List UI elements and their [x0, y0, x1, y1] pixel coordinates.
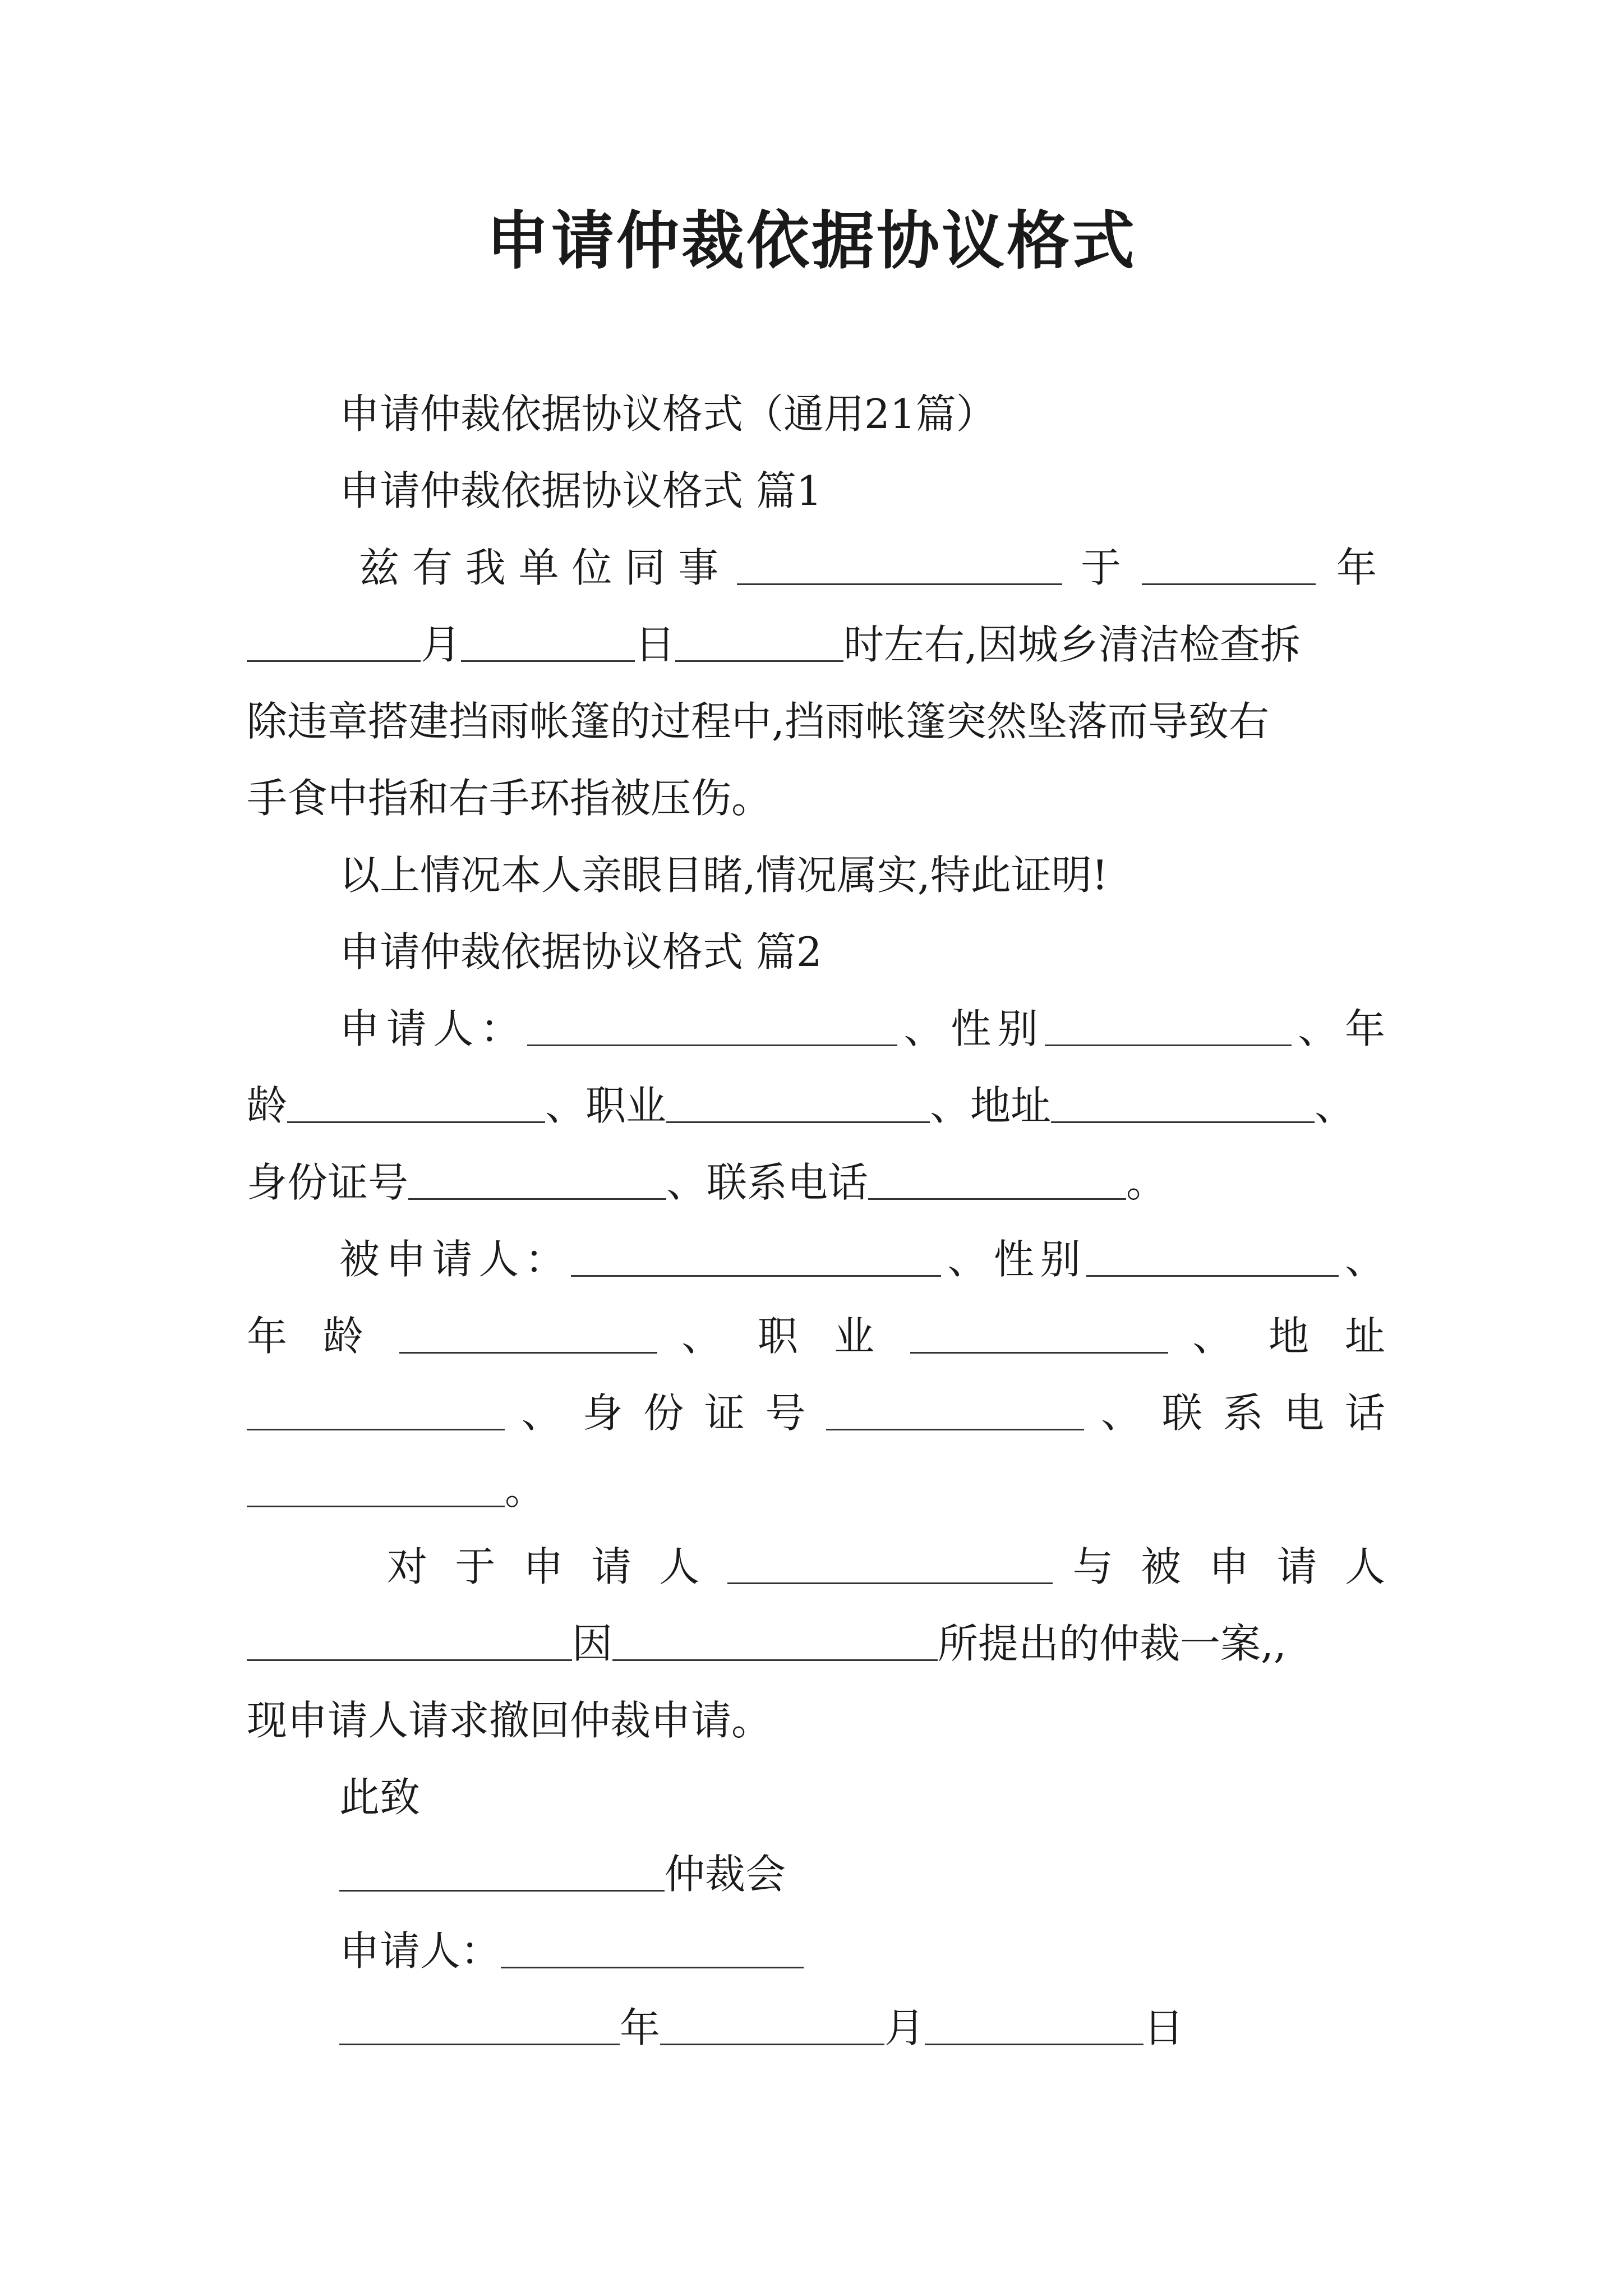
year-label: 年: [620, 2004, 661, 2051]
salutation: 此致: [339, 1774, 421, 1821]
respondent-line-4: [247, 1452, 1385, 1529]
case-text: 因: [572, 1620, 613, 1667]
section1-text: 于: [1081, 544, 1122, 591]
blank-applicant-name[interactable]: [527, 1004, 897, 1046]
address-label: 、 地 址: [1192, 1313, 1385, 1360]
section1-heading: 申请仲裁依据协议格式 篇1: [339, 467, 822, 514]
section1-line-4: 手食中指和右手环指被压伤。: [247, 775, 772, 822]
applicant-line-2: [247, 1068, 1408, 1144]
signature-line: [339, 1913, 1385, 1990]
section1-text: 时左右,因城乡清洁检查拆: [843, 621, 1301, 668]
respondent-line-3: [247, 1375, 1385, 1452]
blank-respondent-gender[interactable]: [1086, 1235, 1339, 1277]
applicant-line-3: [247, 1144, 1385, 1221]
blank-respondent-phone[interactable]: [247, 1465, 505, 1507]
section2-heading: 申请仲裁依据协议格式 篇2: [339, 928, 822, 976]
blank-year[interactable]: [1142, 543, 1316, 585]
blank-respondent-age[interactable]: [399, 1312, 657, 1354]
blank-case-reason[interactable]: [612, 1619, 938, 1661]
case-line-2: [247, 1605, 1385, 1682]
address-label: 、地址: [930, 1082, 1052, 1129]
blank-colleague-name[interactable]: [737, 543, 1062, 585]
phone-label: 、联系电话: [666, 1159, 869, 1206]
case-text: 与 被 申 请 人: [1072, 1543, 1385, 1590]
age-label: 年 龄: [247, 1313, 375, 1360]
document-title: 申请仲裁依据协议格式: [486, 204, 1137, 278]
phone-label: 、 联 系 电 话: [1101, 1389, 1385, 1437]
blank-applicant-id[interactable]: [408, 1158, 666, 1200]
blank-respondent-id[interactable]: [826, 1388, 1084, 1430]
section1-line-2: [247, 606, 1385, 683]
sign-label: 申请人：: [339, 1927, 501, 1975]
blank-respondent-address[interactable]: [247, 1388, 505, 1430]
blank-respondent-job[interactable]: [910, 1312, 1168, 1354]
punctuation: 。: [1126, 1159, 1167, 1206]
blank-day[interactable]: [461, 620, 635, 662]
blank-applicant-gender[interactable]: [1045, 1004, 1292, 1046]
punctuation: 。: [505, 1466, 546, 1513]
section1-line-3: 除违章搭建挡雨帐篷的过程中,挡雨帐篷突然坠落而导致右: [247, 698, 1269, 745]
applicant-label: 申请人：: [339, 1005, 527, 1052]
blank-sign-day[interactable]: [925, 2003, 1144, 2045]
blank-signature[interactable]: [501, 1926, 804, 1968]
section1-text: 月: [421, 621, 462, 668]
month-label: 月: [884, 2004, 925, 2051]
date-line: [339, 1990, 1385, 2067]
respondent-label: 被申请人：: [339, 1236, 571, 1283]
blank-sign-year[interactable]: [339, 2003, 620, 2045]
case-text: 对 于 申 请 人: [387, 1543, 707, 1590]
punctuation: 、: [1315, 1082, 1355, 1129]
blank-committee-name[interactable]: [339, 1849, 665, 1892]
section1-text: 年: [1336, 544, 1377, 591]
case-line-1: [387, 1529, 1385, 1605]
age-label: 、年: [1291, 1005, 1385, 1052]
respondent-line-1: [339, 1221, 1385, 1298]
case-text: 所提出的仲裁一案,,: [938, 1620, 1287, 1667]
blank-applicant-address[interactable]: [1051, 1081, 1315, 1123]
job-label: 、 职 业: [681, 1313, 886, 1360]
blank-case-respondent[interactable]: [247, 1619, 572, 1661]
applicant-line-1: [339, 991, 1385, 1068]
blank-month[interactable]: [247, 620, 421, 662]
committee-label: 仲裁会: [665, 1851, 786, 1898]
case-line-3: 现申请人请求撤回仲裁申请。: [247, 1697, 772, 1744]
section1-text: 兹 有 我 单 位 同 事: [359, 544, 719, 591]
gender-label: 、性别: [897, 1005, 1045, 1052]
id-label: 、 身 份 证 号: [521, 1389, 810, 1437]
document-subtitle: 申请仲裁依据协议格式（通用21篇）: [339, 390, 997, 438]
blank-hour[interactable]: [675, 620, 843, 662]
punctuation: 、: [1339, 1236, 1385, 1283]
respondent-line-2: [247, 1298, 1385, 1375]
blank-respondent-name[interactable]: [571, 1235, 941, 1277]
gender-label: 、性别: [941, 1236, 1087, 1283]
blank-applicant-phone[interactable]: [868, 1158, 1126, 1200]
age-label: 龄: [247, 1082, 288, 1129]
section1-text: 日: [635, 621, 676, 668]
committee-line: [339, 1836, 1385, 1913]
section1-line-1: [359, 530, 1385, 606]
job-label: 、职业: [545, 1082, 667, 1129]
blank-sign-month[interactable]: [660, 2003, 884, 2045]
blank-applicant-age[interactable]: [287, 1081, 545, 1123]
blank-applicant-job[interactable]: [666, 1081, 930, 1123]
blank-case-applicant[interactable]: [727, 1542, 1053, 1584]
day-label: 日: [1144, 2004, 1184, 2051]
section1-line-5: 以上情况本人亲眼目睹,情况属实,特此证明!: [339, 852, 1108, 899]
id-label: 身份证号: [247, 1159, 409, 1206]
